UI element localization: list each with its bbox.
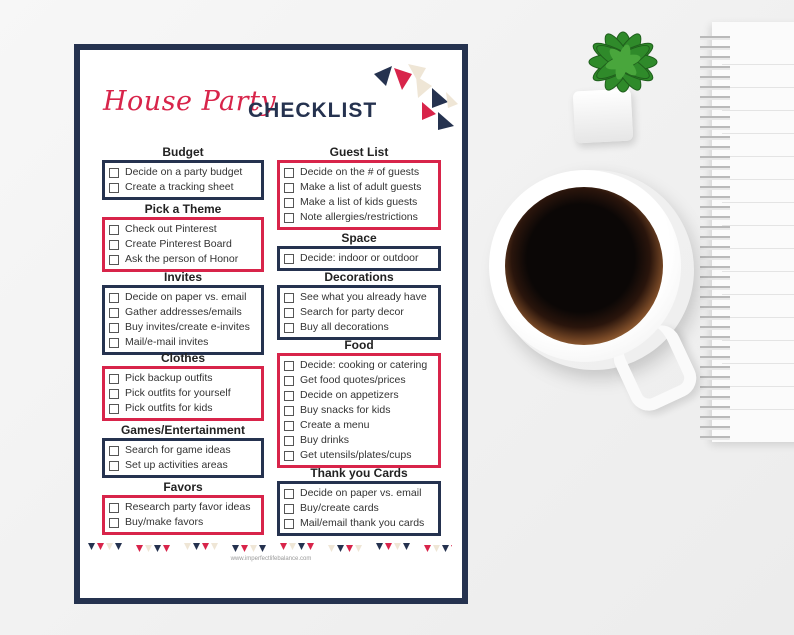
title-script: House Party (103, 86, 277, 117)
section-title: Space (341, 231, 377, 245)
checklist-item[interactable]: Decide on paper vs. email (284, 486, 434, 501)
website-url: www.imperfectlifebalance.com (230, 556, 312, 562)
notebook-spiral (700, 32, 730, 442)
checklist-item[interactable]: Make a list of kids guests (284, 195, 434, 210)
checklist-item[interactable]: Ask the person of Honor (109, 252, 257, 267)
checklist-item[interactable]: See what you already have (284, 290, 434, 305)
checklist-item[interactable]: Create a tracking sheet (109, 180, 257, 195)
checklist-item[interactable]: Buy/make favors (109, 515, 257, 530)
checklist-item[interactable]: Buy/create cards (284, 501, 434, 516)
checklist-item[interactable]: Decide: cooking or catering (284, 358, 434, 373)
section-title: Favors (163, 480, 203, 494)
checklist-item[interactable]: Buy all decorations (284, 320, 434, 335)
checklist-item[interactable]: Buy invites/create e-invites (109, 320, 257, 335)
checklist-item[interactable]: Mail/e-mail invites (109, 335, 257, 350)
checklist-item[interactable]: Decide on the # of guests (284, 165, 434, 180)
checklist-item[interactable]: Buy snacks for kids (284, 403, 434, 418)
checklist-item[interactable]: Get utensils/plates/cups (284, 448, 434, 463)
checklist-item[interactable]: Research party favor ideas (109, 500, 257, 515)
coffee-liquid (505, 187, 663, 345)
section-title: Games/Entertainment (120, 423, 246, 437)
checklist-item[interactable]: Gather addresses/emails (109, 305, 257, 320)
checklist-item[interactable]: Pick backup outfits (109, 371, 257, 386)
checklist-item[interactable]: Decide: indoor or outdoor (284, 251, 434, 266)
checklist-item[interactable]: Set up activities areas (109, 458, 257, 473)
section-title: Invites (163, 270, 202, 284)
section-title: Thank you Cards (310, 466, 408, 480)
checklist-item[interactable]: Mail/email thank you cards (284, 516, 434, 531)
section-title: Decorations (324, 270, 394, 284)
checklist-item[interactable]: Decide on appetizers (284, 388, 434, 403)
section-title: Budget (162, 145, 204, 159)
section-title: Food (344, 338, 374, 352)
checklist-item[interactable]: Pick outfits for kids (109, 401, 257, 416)
checklist-item[interactable]: Create a menu (284, 418, 434, 433)
checklist-item[interactable]: Check out Pinterest (109, 222, 257, 237)
checklist-item[interactable]: Make a list of adult guests (284, 180, 434, 195)
checklist-item[interactable]: Pick outfits for yourself (109, 386, 257, 401)
checklist-item[interactable]: Search for party decor (284, 305, 434, 320)
spiral-notebook (712, 22, 794, 442)
section-title: Pick a Theme (144, 202, 222, 216)
title-checklist: CHECKLIST (248, 99, 378, 122)
checklist-item[interactable]: Buy drinks (284, 433, 434, 448)
notebook-lines (722, 42, 794, 432)
footer (80, 0, 462, 600)
checklist-item[interactable]: Note allergies/restrictions (284, 210, 434, 225)
checklist-item[interactable]: Get food quotes/prices (284, 373, 434, 388)
succulent-plant-icon (548, 2, 698, 122)
section-title: Clothes (160, 351, 205, 365)
checklist-item[interactable]: Decide on a party budget (109, 165, 257, 180)
checklist-item[interactable]: Search for game ideas (109, 443, 257, 458)
checklist-item[interactable]: Decide on paper vs. email (109, 290, 257, 305)
section-title: Guest List (329, 145, 389, 159)
checklist-item[interactable]: Create Pinterest Board (109, 237, 257, 252)
